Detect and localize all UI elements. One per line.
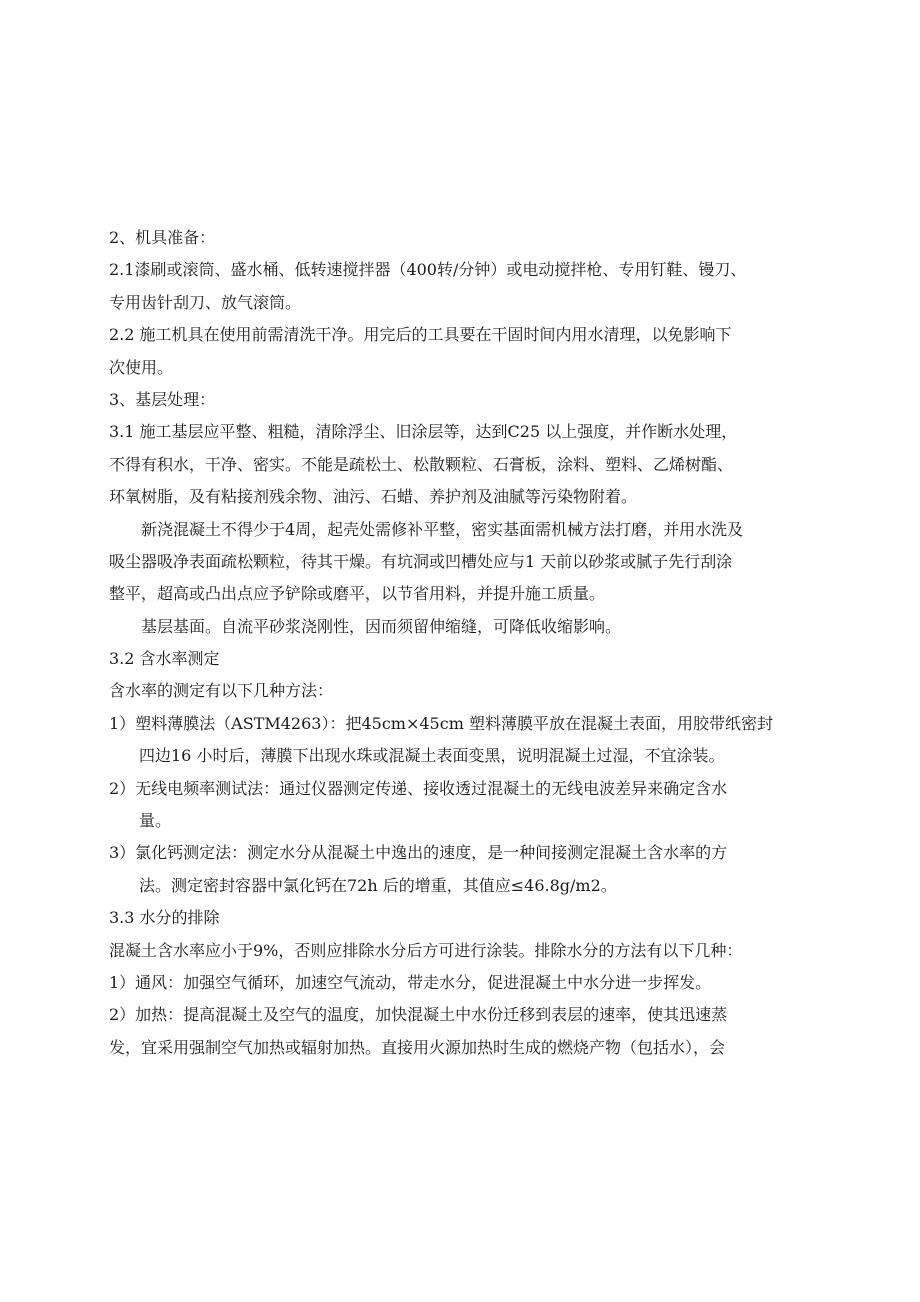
document-line: 2）无线电频率测试法：通过仪器测定传递、接收透过混凝土的无线电波差异来确定含水 [109, 778, 728, 798]
document-line: 含水率的测定有以下几种方法： [109, 681, 334, 701]
document-line: 新浇混凝土不得少于4周，起壳处需修补平整，密实基面需机械方法打磨，并用水洗及 [141, 519, 744, 539]
document-line: 3.3 水分的排除 [109, 908, 220, 928]
document-line: 2.1漆刷或滚筒、盛水桶、低转速搅拌器（400转/分钟）或电动搅拌枪、专用钉鞋、镘刀、 [109, 260, 747, 280]
document-line: 2）加热：提高混凝土及空气的温度，加快混凝土中水份迁移到表层的速率，使其迅速蒸 [109, 1005, 728, 1025]
document-line: 3）氯化钙测定法：测定水分从混凝土中逸出的速度，是一种间接测定混凝土含水率的方 [109, 843, 728, 863]
document-line: 整平，超高或凸出点应予铲除或磨平，以节省用料，并提升施工质量。 [109, 584, 606, 604]
document-line: 2、机具准备： [109, 228, 216, 247]
document-line: 法。测定密封容器中氯化钙在72h 后的增重，其值应≤46.8g/m2。 [139, 875, 617, 895]
document-line: 专用齿针刮刀、放气滚筒。 [109, 292, 302, 312]
document-body [109, 222, 829, 1064]
document-line: 3、基层处理： [109, 389, 216, 409]
document-line: 次使用。 [109, 357, 174, 377]
document-line: 量。 [139, 811, 172, 831]
document-line: 1）通风：加强空气循环，加速空气流动，带走水分，促进混凝土中水分进一步挥发。 [109, 972, 712, 992]
document-line: 环氧树脂，及有粘接剂残余物、油污、石蜡、养护剂及油腻等污染物附着。 [109, 487, 638, 507]
document-line: 2.2 施工机具在使用前需清洗干净。用完后的工具要在干固时间内用水清理，以免影响下 [109, 325, 732, 345]
document-line: 基层基面。自流平砂浆浇刚性，因而须留伸缩缝，可降低收缩影响。 [141, 616, 622, 636]
document-line: 吸尘器吸净表面疏松颗粒，待其干燥。有坑洞或凹槽处应与1 天前以砂浆或腻子先行刮涂 [109, 551, 733, 571]
document-line: 3.1 施工基层应平整、粗糙，清除浮尘、旧涂层等，达到C25 以上强度，并作断水处理， [109, 422, 738, 442]
document-line: 1）塑料薄膜法（ASTM4263）：把45cm×45cm 塑料薄膜平放在混凝土表面，用胶带纸密封 [109, 713, 773, 733]
document-line: 3.2 含水率测定 [109, 649, 220, 669]
document-line: 四边16 小时后，薄膜下出现水珠或混凝土表面变黑，说明混凝土过湿，不宜涂装。 [139, 746, 725, 766]
document-line: 混凝土含水率应小于9%，否则应排除水分后方可进行涂装。排除水分的方法有以下几种： [109, 940, 743, 960]
document-line: 不得有积水，干净、密实。不能是疏松土、松散颗粒、石膏板，涂料、塑料、乙烯树酯、 [109, 454, 734, 474]
document-line: 发，宜采用强制空气加热或辐射加热。直接用火源加热时生成的燃烧产物（包括水），会 [109, 1037, 726, 1057]
